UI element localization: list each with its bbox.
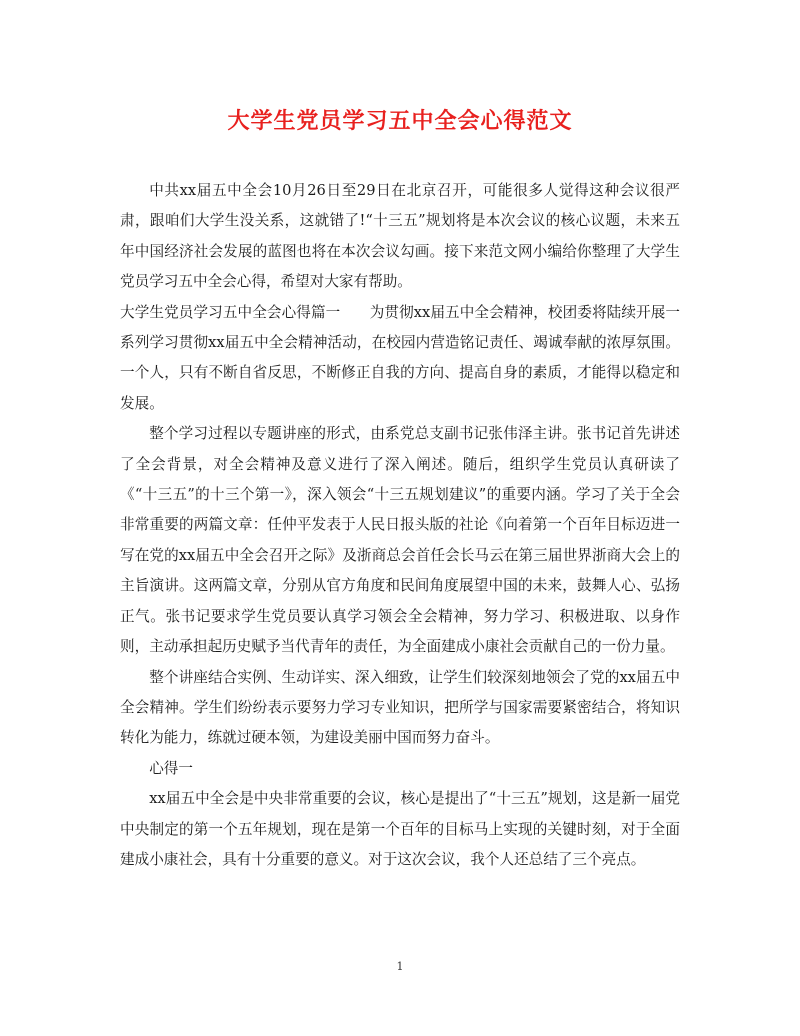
page-number: 1 xyxy=(396,960,404,973)
paragraph-section-one: 大学生党员学习五中全会心得篇一 为贯彻xx届五中全会精神，校团委将陆续开展一系列学习贯彻xx届五中全会精神活动，在校园内营造铭记责任、竭诚奉献的浓厚氛围。一个人，只有不断自省反思，不断修正自我的方向、提高自身的素质，才能得以稳定和发展。 xyxy=(120,303,680,412)
paragraph-lecture: 整个学习过程以专题讲座的形式，由系党总支副书记张伟泽主讲。张书记首先讲述了全会背景，对全会精神及意义进行了深入阐述。随后，组织学生党员认真研读了《“十三五”的十三个第一》，深入领会“十三五规划建议”的重要内涵。学习了关于全会非常重要的两篇文章：任仲平发表于人民日报头版的社论《向着第一个百年目标迈进一写在党的xx届五中全会召开之际》及浙商总会首任会长马云在第三届世界浙商大会上的主旨演讲。这两篇文章，分别从官方角度和民间角度展望中国的未来，鼓舞人心、弘扬正气。张书记要求学生党员要认真学习领会全会精神，努力学习、积极进取、以身作则，主动承担起历史赋予当代青年的责任，为全面建成小康社会贡献自己的一份力量。 xyxy=(120,425,680,656)
paragraph-summary: 整个讲座结合实例、生动详实、深入细致，让学生们较深刻地领会了党的xx届五中全会精神。学生们纷纷表示要努力学习专业知识，把所学与国家需要紧密结合，将知识转化为能力，练就过硬本领，为建设美丽中国而努力奋斗。 xyxy=(120,668,680,747)
paragraph-insight-one: xx届五中全会是中央非常重要的会议，核心是提出了“十三五”规划，这是新一届党中央制定的第一个五年规划，现在是第一个百年的目标马上实现的关键时刻，对于全面建成小康社会，具有十分重要的意义。对于这次会议，我个人还总结了三个亮点。 xyxy=(120,790,680,868)
document-body xyxy=(120,176,680,875)
paragraph-intro: 中共xx届五中全会10月26日至29日在北京召开，可能很多人觉得这种会议很严肃，跟咱们大学生没关系，这就错了!“十三五”规划将是本次会议的核心议题，未来五年中国经济社会发展的蓝图也将在本次会议勾画。接下来范文网小编给你整理了大学生党员学习五中全会心得，希望对大家有帮助。 xyxy=(120,182,680,291)
heading-insight-one: 心得一 xyxy=(149,759,193,777)
document-title: 大学生党员学习五中全会心得范文 xyxy=(227,108,573,134)
